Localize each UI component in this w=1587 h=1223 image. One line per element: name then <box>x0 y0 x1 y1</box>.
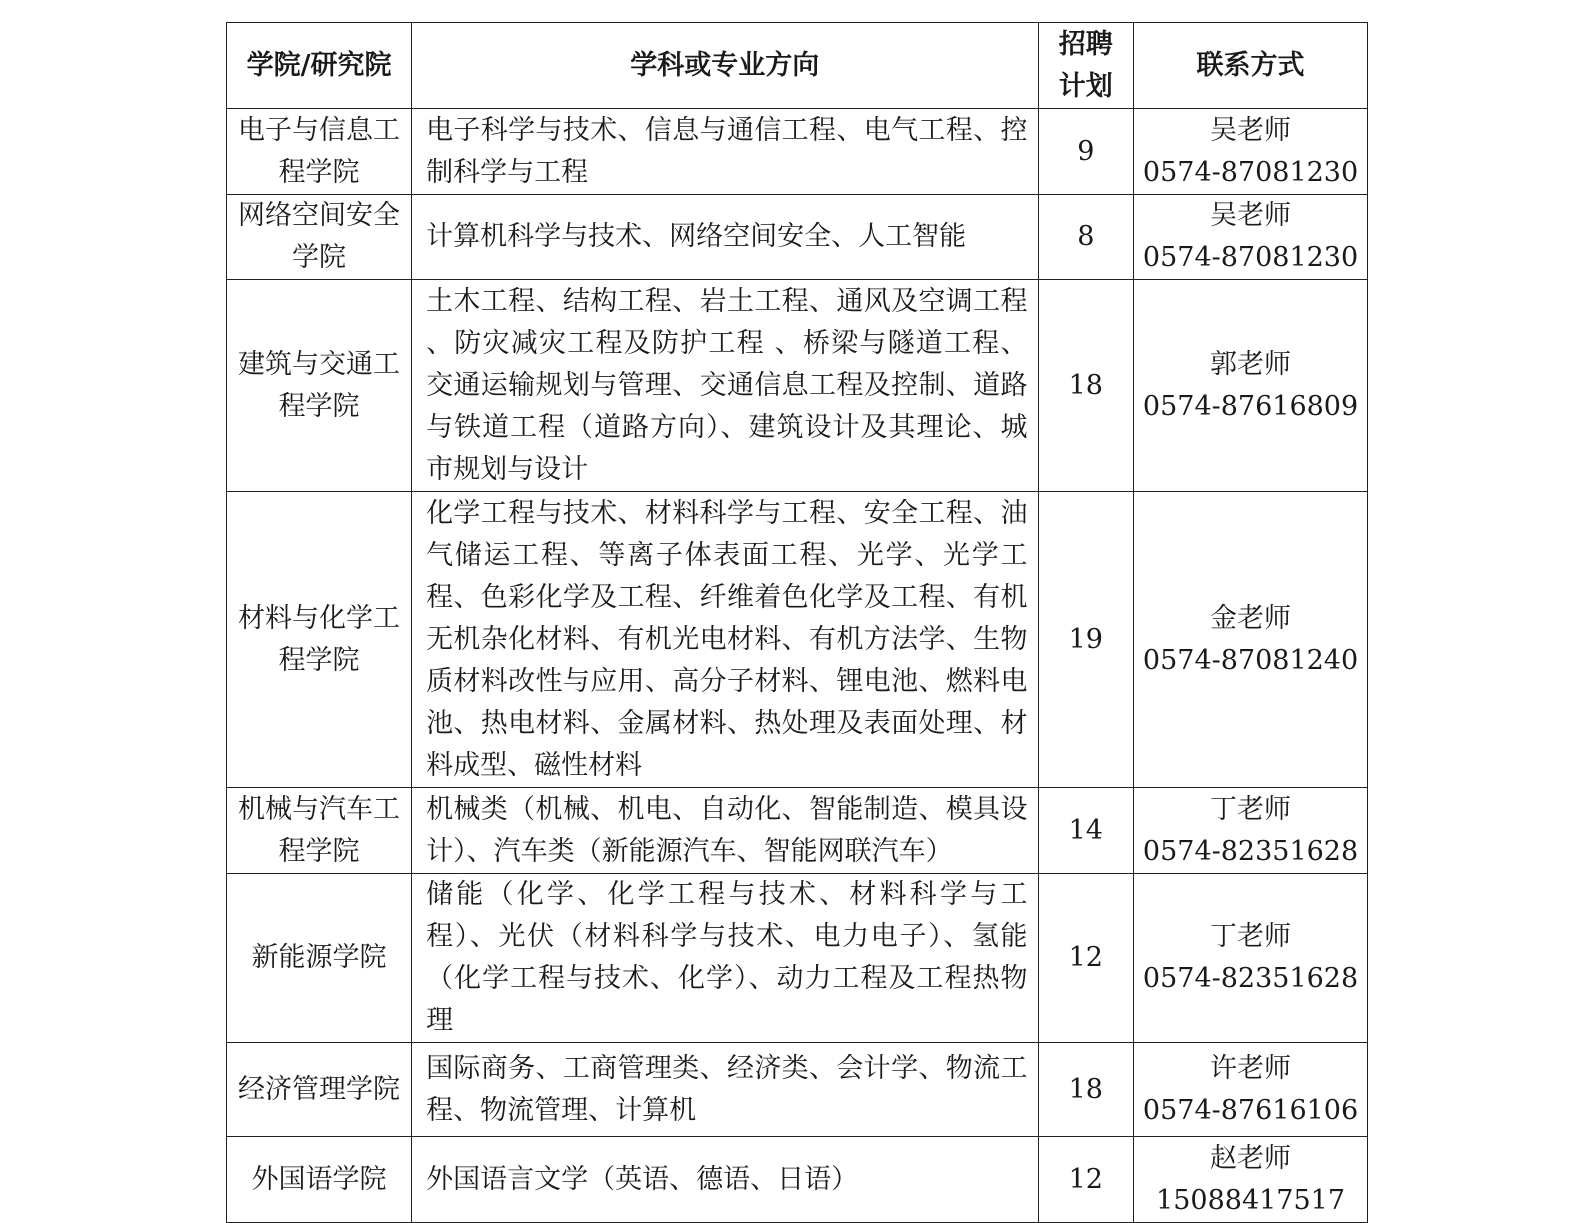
contact-cell <box>1134 1137 1368 1223</box>
contact-name: 郭老师 <box>1210 348 1292 380</box>
header-plan-line2: 计划 <box>1058 70 1113 102</box>
plan-cell: 8 <box>1038 195 1134 280</box>
plan-cell: 12 <box>1038 874 1134 1043</box>
contact-name: 丁老师 <box>1210 921 1292 952</box>
contact-name: 吴老师 <box>1210 200 1292 231</box>
header-contact: 联系方式 <box>1134 23 1368 109</box>
contact-name: 赵老师 <box>1210 1142 1292 1174</box>
table-row <box>227 788 1368 874</box>
major-cell: 机械类（机械、机电、自动化、智能制造、模具设计）、汽车类（新能源汽车、智能网联汽车） <box>412 788 1038 874</box>
table-row <box>227 195 1368 280</box>
college-cell: 外国语学院 <box>227 1137 412 1223</box>
contact-cell <box>1134 109 1368 195</box>
contact-cell <box>1134 874 1368 1043</box>
header-major: 学科或专业方向 <box>412 23 1038 109</box>
contact-cell <box>1134 280 1368 492</box>
table-row <box>227 280 1368 492</box>
contact-phone: 0574-87616106 <box>1142 1094 1359 1126</box>
major-cell: 计算机科学与技术、网络空间安全、人工智能 <box>412 195 1038 280</box>
table-row <box>227 874 1368 1043</box>
contact-name: 吴老师 <box>1210 114 1292 146</box>
contact-phone: 0574-87081230 <box>1142 156 1359 188</box>
contact-name: 金老师 <box>1210 602 1292 634</box>
contact-cell <box>1134 1043 1368 1137</box>
college-cell: 电子与信息工程学院 <box>227 109 412 195</box>
header-plan-line1: 招聘 <box>1058 28 1113 60</box>
contact-phone: 0574-82351628 <box>1142 835 1359 867</box>
major-cell: 外国语言文学（英语、德语、日语） <box>412 1137 1038 1223</box>
recruitment-table <box>226 22 1368 1223</box>
plan-cell: 14 <box>1038 788 1134 874</box>
contact-phone: 15088417517 <box>1156 1184 1346 1216</box>
plan-cell: 19 <box>1038 492 1134 788</box>
table-row <box>227 492 1368 788</box>
contact-name: 许老师 <box>1210 1052 1292 1084</box>
contact-cell <box>1134 492 1368 788</box>
contact-cell <box>1134 195 1368 280</box>
contact-name: 丁老师 <box>1210 793 1292 825</box>
contact-phone: 0574-87081240 <box>1142 644 1359 676</box>
plan-cell: 18 <box>1038 280 1134 492</box>
college-cell: 建筑与交通工程学院 <box>227 280 412 492</box>
contact-cell <box>1134 788 1368 874</box>
table-row <box>227 1137 1368 1223</box>
college-cell: 经济管理学院 <box>227 1043 412 1137</box>
table-row <box>227 109 1368 195</box>
contact-phone: 0574-87081230 <box>1142 242 1359 273</box>
plan-cell: 18 <box>1038 1043 1134 1137</box>
major-cell: 储能（化学、化学工程与技术、材料科学与工程）、光伏（材料科学与技术、电力电子）、氢能（化学工程与技术、化学）、动力工程及工程热物理 <box>412 874 1038 1043</box>
college-cell: 机械与汽车工程学院 <box>227 788 412 874</box>
college-cell: 新能源学院 <box>227 874 412 1043</box>
header-row <box>227 23 1368 109</box>
contact-phone: 0574-82351628 <box>1142 963 1359 994</box>
major-cell: 电子科学与技术、信息与通信工程、电气工程、控制科学与工程 <box>412 109 1038 195</box>
major-cell: 土木工程、结构工程、岩土工程、通风及空调工程 、防灾减灾工程及防护工程 、桥梁与隧道工程、交通运输规划与管理、交通信息工程及控制、道路与铁道工程（道路方向）、建筑设计及其理论、城市规划与设计 <box>412 280 1038 492</box>
plan-cell: 12 <box>1038 1137 1134 1223</box>
major-cell: 国际商务、工商管理类、经济类、会计学、物流工程、物流管理、计算机 <box>412 1043 1038 1137</box>
table-header <box>227 23 1368 109</box>
header-plan <box>1038 23 1134 109</box>
college-cell: 网络空间安全学院 <box>227 195 412 280</box>
plan-cell: 9 <box>1038 109 1134 195</box>
contact-phone: 0574-87616809 <box>1142 390 1359 422</box>
header-college: 学院/研究院 <box>227 23 412 109</box>
table-body <box>227 109 1368 1223</box>
major-cell: 化学工程与技术、材料科学与工程、安全工程、油气储运工程、等离子体表面工程、光学、光学工程、色彩化学及工程、纤维着色化学及工程、有机无机杂化材料、有机光电材料、有机方法学、生物质材料改性与应用、高分子材料、锂电池、燃料电池、热电材料、金属材料、热处理及表面处理、材料成型、磁性材料 <box>412 492 1038 788</box>
college-cell: 材料与化学工程学院 <box>227 492 412 788</box>
table-row <box>227 1043 1368 1137</box>
